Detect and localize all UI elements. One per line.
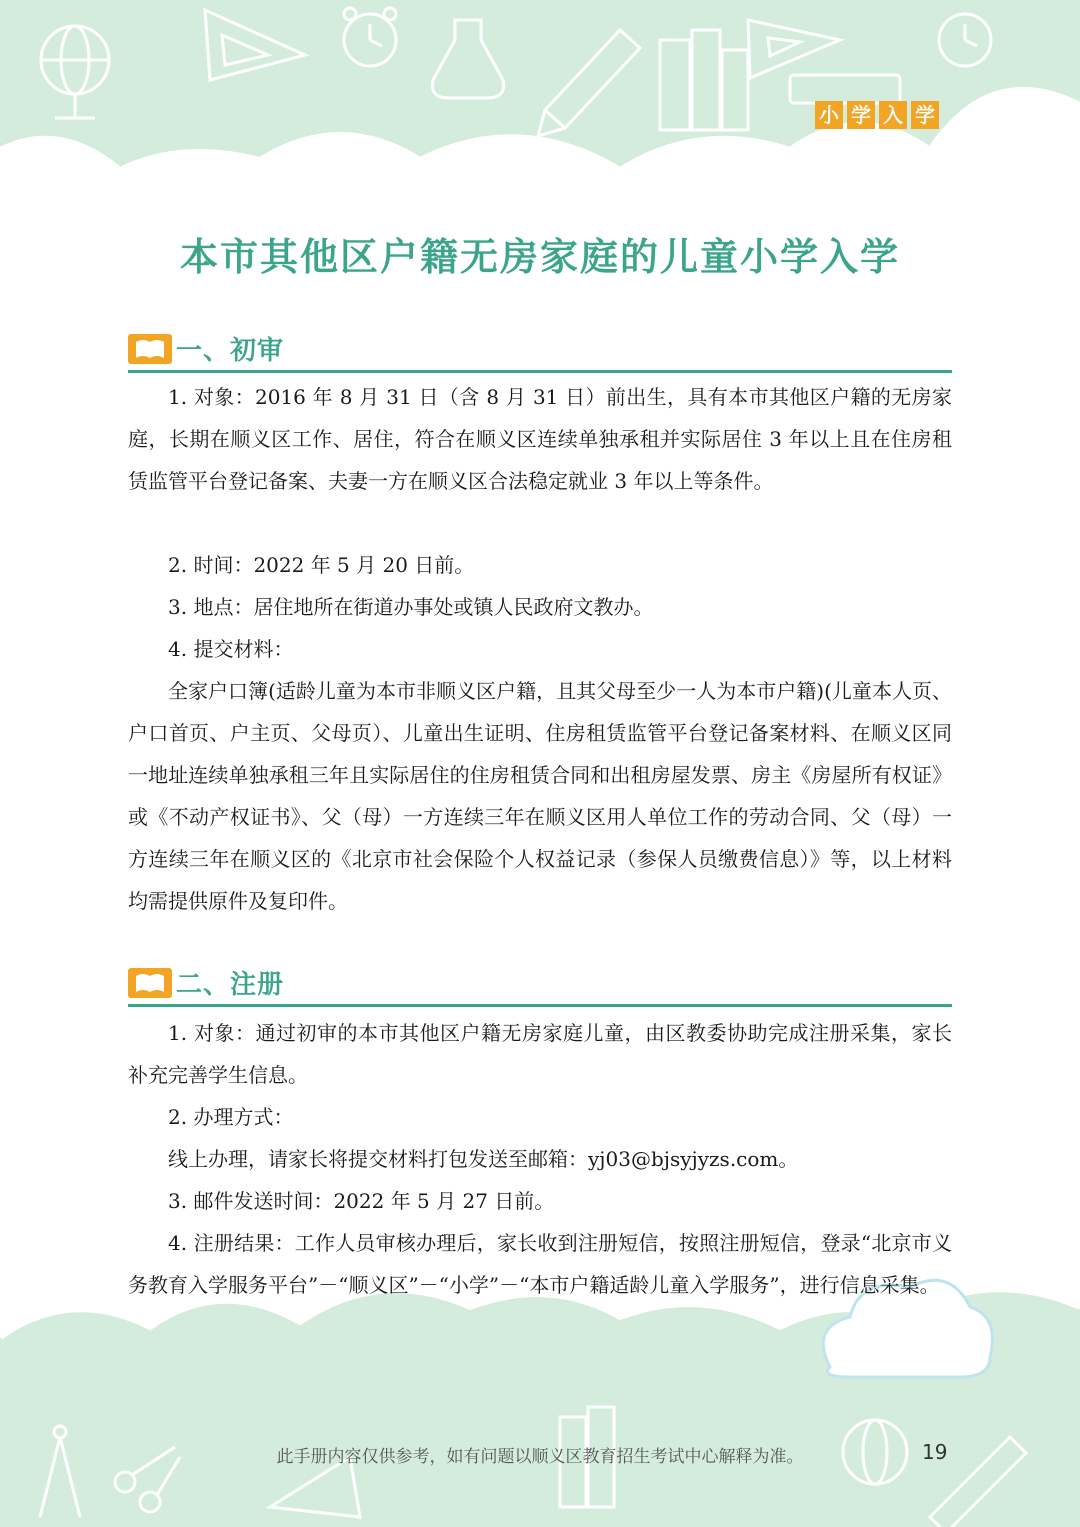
paragraph: 2. 办理方式： <box>168 1105 294 1129</box>
badge-char: 入 <box>879 101 907 129</box>
badge-char: 学 <box>911 101 939 129</box>
open-book-icon <box>128 334 172 364</box>
paragraph: 1. 对象：通过初审的本市其他区户籍无房家庭儿童，由区教委协助完成注册采集，家长补充完善学生信息。 <box>128 1021 952 1087</box>
section-heading-initial-review <box>128 328 952 373</box>
page-number: 19 <box>922 1440 948 1464</box>
paragraph-email: 线上办理，请家长将提交材料打包发送至邮箱：yj03@bjsyjyzs.com。 <box>168 1147 799 1171</box>
paragraph: 3. 邮件发送时间：2022 年 5 月 27 日前。 <box>168 1189 555 1213</box>
footer-decoration <box>0 1267 1080 1527</box>
section-heading-label: 一、初审 <box>176 336 285 366</box>
section-heading-registration <box>128 962 952 1007</box>
category-badge <box>815 101 939 129</box>
section-heading-label: 二、注册 <box>176 970 285 1000</box>
badge-char: 小 <box>815 101 843 129</box>
badge-char: 学 <box>847 101 875 129</box>
disclaimer-note: 此手册内容仅供参考，如有问题以顺义区教育招生考试中心解释为准。 <box>276 1447 804 1467</box>
paragraph: 4. 提交材料： <box>168 637 294 661</box>
page-title: 本市其他区户籍无房家庭的儿童小学入学 <box>179 235 900 279</box>
paragraph: 1. 对象：2016 年 8 月 31 日（含 8 月 31 日）前出生，具有本市其他区户籍的无房家庭，长期在顺义区工作、居住，符合在顺义区连续单独承租并实际居住 3 年以上且在住房租赁监管平台登记备案、夫妻一方在顺义区合法稳定就业 3 年以上等条件。 <box>128 385 952 493</box>
paragraph: 4. 注册结果：工作人员审核办理后，家长收到注册短信，按照注册短信，登录“北京市义务教育入学服务平台”－“顺义区”－“小学”－“本市户籍适龄儿童入学服务”，进行信息采集。 <box>128 1231 952 1297</box>
open-book-icon <box>128 968 172 998</box>
paragraph: 2. 时间：2022 年 5 月 20 日前。 <box>168 553 475 577</box>
paragraph: 3. 地点：居住地所在街道办事处或镇人民政府文教办。 <box>168 595 654 619</box>
paragraph: 全家户口簿(适龄儿童为本市非顺义区户籍，且其父母至少一人为本市户籍)(儿童本人页、户口首页、户主页、父母页）、儿童出生证明、住房租赁监管平台登记备案材料、在顺义区同一地址连续单独承租三年且实际居住的住房租赁合同和出租房屋发票、房主《房屋所有权证》或《不动产权证书》、父（母）一方连续三年在顺义区用人单位工作的劳动合同、父（母）一方连续三年在顺义区的《北京市社会保险个人权益记录（参保人员缴费信息）》等，以上材料均需提供原件及复印件。 <box>128 679 952 913</box>
